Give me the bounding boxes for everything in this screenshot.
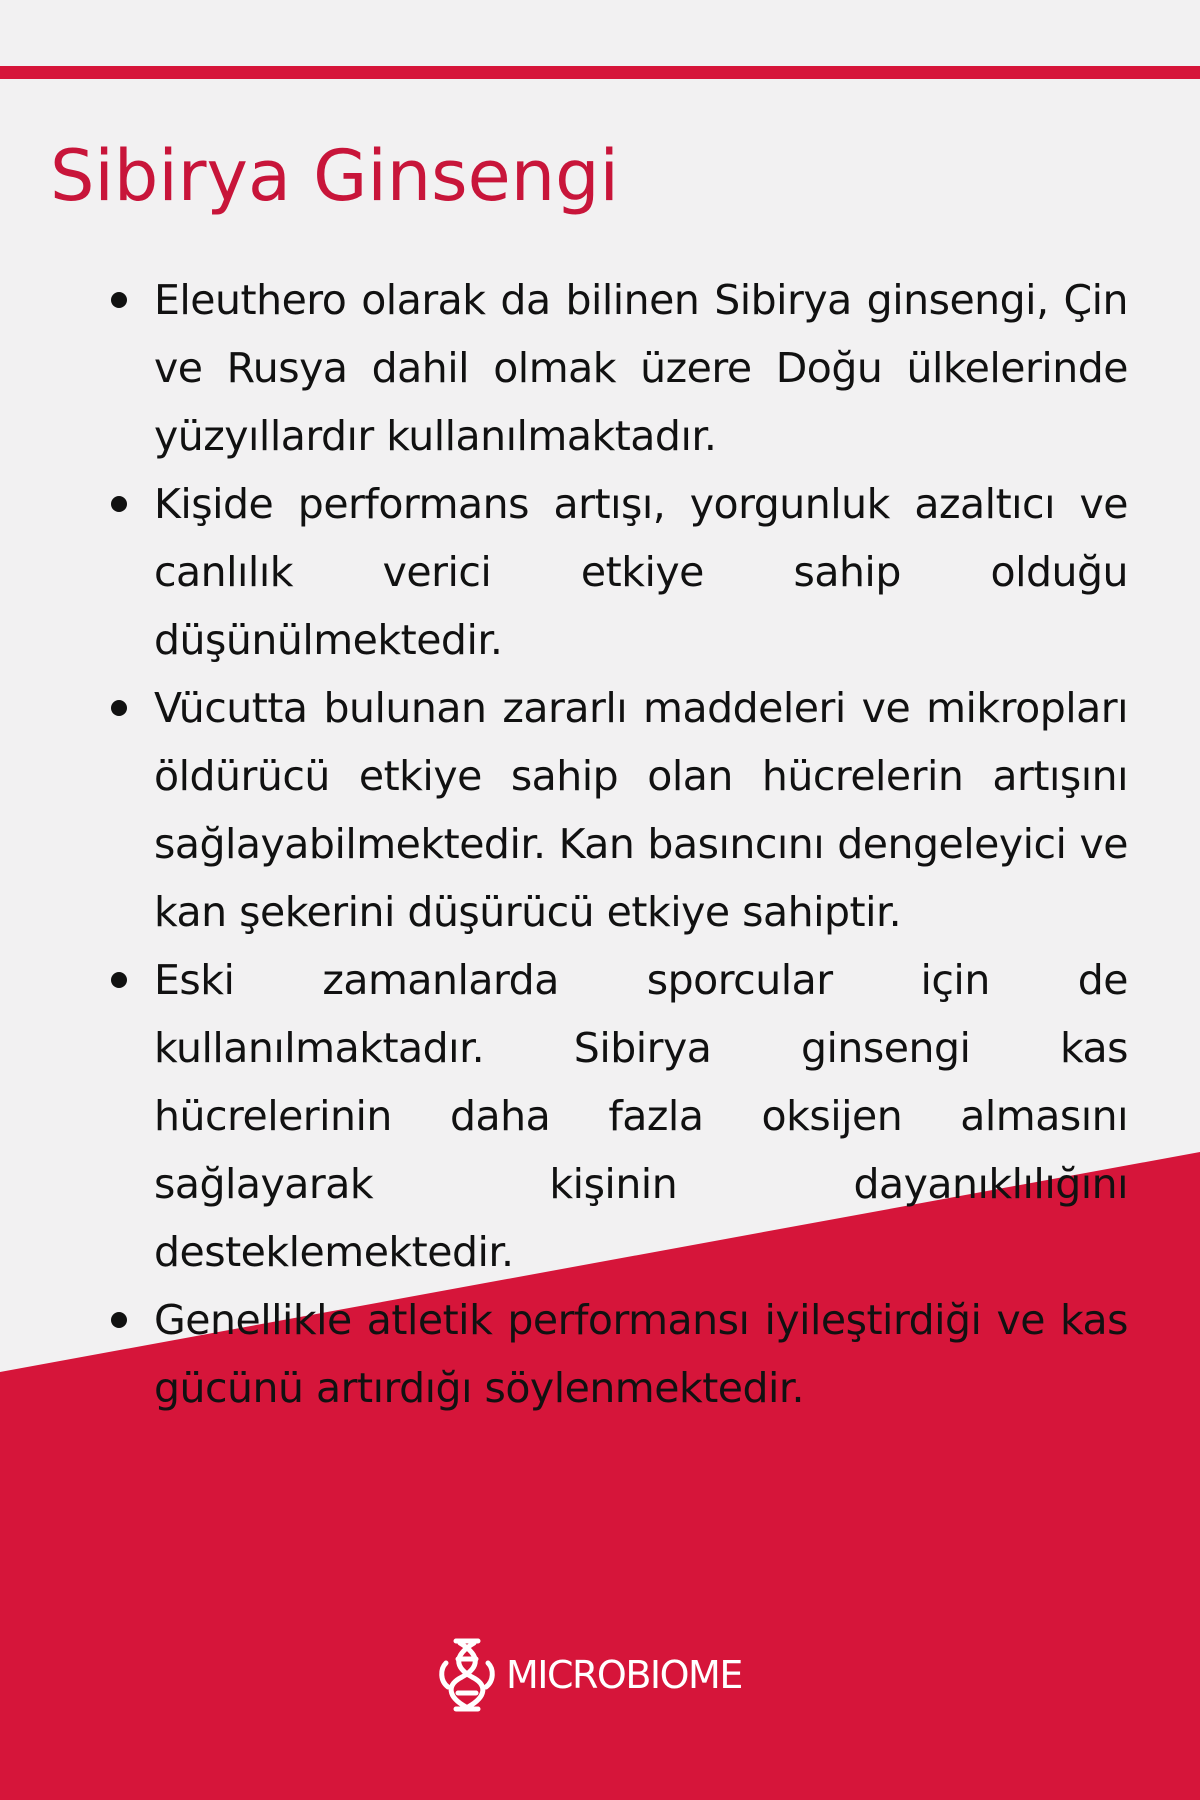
bullet-dot-icon	[111, 292, 127, 308]
top-accent-bar	[0, 66, 1200, 79]
bullet-item	[154, 470, 1128, 674]
bullet-text: Vücutta bulunan zararlı maddeleri ve mikropları öldürücü etkiye sahip olan hücrelerin artışını sağlayabilmektedir. Kan basıncını dengeleyici ve kan şekerini düşürücü etkiye sahiptir.	[154, 684, 1128, 936]
bullet-list	[154, 266, 1128, 1422]
bullet-item	[154, 266, 1128, 470]
bullet-dot-icon	[111, 700, 127, 716]
bullet-item	[154, 1286, 1128, 1422]
bullet-item	[154, 674, 1128, 946]
bullet-text: Eleuthero olarak da bilinen Sibirya ginsengi, Çin ve Rusya dahil olmak üzere Doğu ülkelerinde yüzyıllardır kullanılmaktadır.	[154, 276, 1128, 460]
brand-logo	[436, 1637, 742, 1713]
bullet-dot-icon	[111, 496, 127, 512]
bullet-text: Genellikle atletik performansı iyileştirdiği ve kas gücünü artırdığı söylenmektedir.	[154, 1296, 1128, 1412]
bullet-dot-icon	[111, 1312, 127, 1328]
bullet-text: Kişide performans artışı, yorgunluk azaltıcı ve canlılık verici etkiye sahip olduğu düşünülmektedir.	[154, 480, 1128, 664]
dna-helix-icon	[436, 1637, 498, 1713]
brand-name: MICROBIOME	[506, 1653, 742, 1697]
bullet-text: Eski zamanlarda sporcular için de kullanılmaktadır. Sibirya ginsengi kas hücrelerinin daha fazla oksijen almasını sağlayarak kişinin dayanıklılığını desteklemektedir.	[154, 956, 1128, 1276]
page-title: Sibirya Ginsengi	[50, 135, 619, 217]
bullet-item	[154, 946, 1128, 1286]
bullet-dot-icon	[111, 972, 127, 988]
